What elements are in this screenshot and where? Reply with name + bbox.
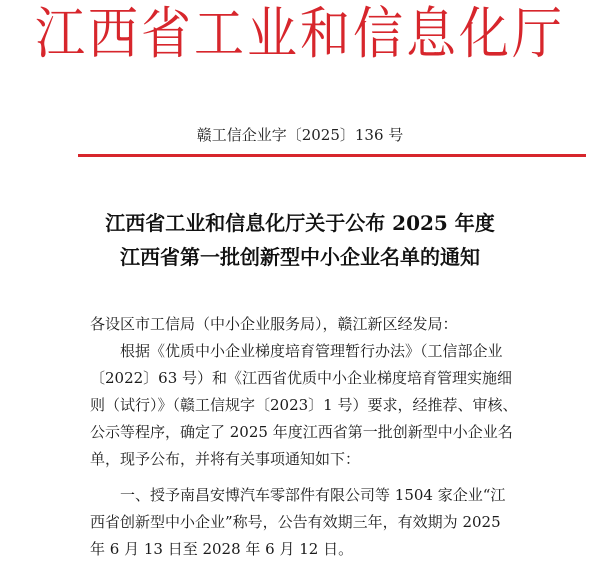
addressee-line: 各设区市工信局（中小企业服务局），赣江新区经发局： — [90, 315, 458, 333]
issuer-masthead: 江西省工业和信息化厅 — [35, 1, 565, 67]
body-line: 〔2022〕63 号）和《江西省优质中小企业梯度培育管理实施细 — [90, 369, 513, 387]
body-line: 则（试行）》（赣工信规字〔2023〕1 号）要求，经推荐、审核、 — [90, 396, 518, 414]
body-line: 公示等程序，确定了 2025 年度江西省第一批创新型中小企业名 — [90, 423, 513, 441]
document-number: 赣工信企业字〔2025〕136 号 — [196, 126, 404, 144]
body-line: 西省创新型中小企业”称号，公告有效期三年，有效期为 2025 — [90, 513, 501, 531]
body-line: 年 6 月 13 日至 2028 年 6 月 12 日。 — [90, 540, 354, 558]
body-line: 一、授予南昌安博汽车零部件有限公司等 1504 家企业“江 — [90, 486, 506, 504]
red-separator-line — [78, 154, 586, 157]
notice-title-line-1: 江西省工业和信息化厅关于公布 2025 年度 — [105, 211, 495, 235]
notice-title-line-2: 江西省第一批创新型中小企业名单的通知 — [120, 245, 480, 269]
body-line: 根据《优质中小企业梯度培育管理暂行办法》（工信部企业 — [90, 342, 503, 360]
body-line: 单，现予公布，并将有关事项通知如下： — [90, 450, 361, 468]
